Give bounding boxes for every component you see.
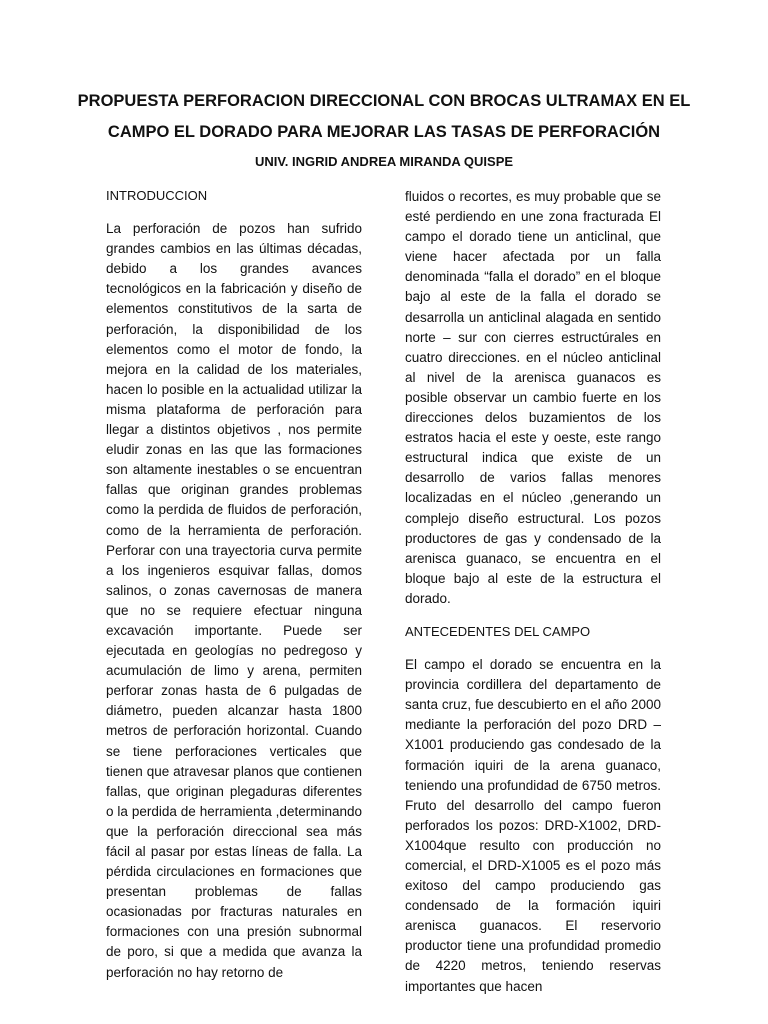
- document-title: PROPUESTA PERFORACION DIRECCIONAL CON BROCAS ULTRAMAX EN EL CAMPO EL DORADO PARA MEJORAR LAS TASAS DE PERFORACIÓN: [77, 92, 691, 141]
- right-column: [405, 187, 661, 1010]
- section-heading-introduccion: INTRODUCCION: [106, 188, 208, 203]
- section-heading-antecedentes: ANTECEDENTES DEL CAMPO: [405, 623, 591, 639]
- left-column: [106, 186, 362, 996]
- introduccion-paragraph: La perforación de pozos han sufrido grandes cambios en las últimas décadas, debido a los grandes avances tecnológicos en la fabricación y diseño de elementos constitutivos de la sarta de perforación, la disponibilidad de los elementos como el motor de fondo, la mejora en la calidad de los materiales, hacen lo posible en la actualidad utilizar la misma plataforma de perforación para llegar a distintos objetivos , nos permite eludir zonas en las que las formaciones son altamente inestables o se encuentran fallas que originan grandes problemas como la perdida de fluidos de perforación, como de la herramienta de perforación. Perforar con una trayectoria curva permite a los ingenieros esquivar fallas, domos salinos, o zonas cavernosas de manera que no se requiere efectuar ninguna excavación importante. Puede ser ejecutada en geologías no pedregoso y acumulación de limo y arena, permiten perforar zonas hasta de 6 pulgadas de diámetro, pueden alcanzar hasta 1800 metros de perforación horizontal. Cuando se tiene perforaciones verticales que tienen que atravesar planos que contienen fallas, que originan plegaduras diferentes o la perdida de herramienta ,determinando que la perforación direccional sea más fácil al pasar por estas líneas de falla. La pérdida circulaciones en formaciones que presentan problemas de fallas ocasionadas por fracturas naturales en formaciones con una presión subnormal de poro, si que a medida que avanza la perforación no hay retorno de: [106, 221, 362, 980]
- introduccion-continued-paragraph: fluidos o recortes, es muy probable que se esté perdiendo en une zona fracturada El campo el dorado tiene un anticlinal, que viene hacer afectada por un falla denominada “falla el dorado” en el bloque bajo al este de la falla el dorado se desarrolla un anticlinal alagada en sentido norte – sur con cierres estructúrales en cuatro direcciones. en el núcleo anticlinal al nivel de la arenisca guanacos es posible observar un cambio fuerte en los direcciones delos buzamientos de los estratos hacia el este y oeste, este rango estructural indica que existe de un desarrollo de varios fallas menores localizadas en el núcleo ,generando un complejo diseño estructural. Los pozos productores de gas y condensado de la arenisca guanaco, se encuentra en el bloque bajo al este de la estructura el dorado.: [405, 189, 661, 606]
- antecedentes-paragraph: El campo el dorado se encuentra en la provincia cordillera del departamento de santa cruz, fue descubierto en el año 2000 mediante la perforación del pozo DRD – X1001 produciendo gas condesado de la formación iquiri de la arena guanaco, teniendo una profundidad de 6750 metros. Fruto del desarrollo del campo fueron perforados los pozos: DRD-X1002, DRD-X1004que resulto con producción no comercial, el DRD-X1005 es el pozo más exitoso del campo produciendo gas condensado de la formación iquiri arenisca guanacos. El reservorio productor tiene una profundidad promedio de 4220 metros, teniendo reservas importantes que hacen: [405, 657, 661, 994]
- author-name: UNIV. INGRID ANDREA MIRANDA QUISPE: [254, 154, 514, 169]
